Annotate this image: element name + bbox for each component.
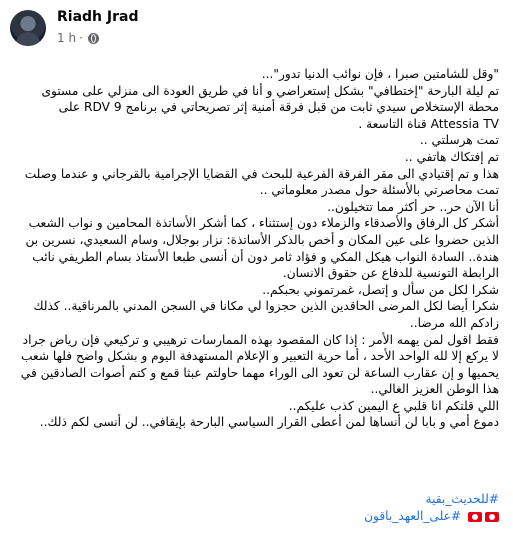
post-line: تم إفتكاك هاتفي .. [404,149,499,164]
post-line: أنا الآن حر.. حر أكثر مما تتخيلون.. [327,199,499,214]
post-line: شكرا أيضا لكل المرضى الحاقدين الذين حجزوا لي مكانا في السجن المدني بالمرناقية.. كذلك زادكم الله مرضا.. [33,299,499,330]
post-meta [57,31,99,45]
post-line: دموع أمي و بابا لن أنساها لمن أعطى القرار السياسي البارحة بإيقافي.. لن أنسى لكم ذلك.. [39,415,499,430]
globe-icon[interactable] [88,33,99,44]
post-line: اللي قلتكم انا قلبي ع اليمين كذب عليكم.. [288,398,499,413]
post-line: "وقل للشامتين صبرا ، فإن نوائب الدنيا تدور"... [261,67,499,81]
tunisia-flag-icon [485,512,499,522]
post-header [0,0,513,62]
post-line: أشكر كل الرفاق والأصدقاء والزملاء دون إستثناء ، كما أشكر الأساتذة المحامين و نواب الشعب الذين حضروا على عين المكان و أخص بالذكر الأساتذة: نزار بوجلال، وسام السعيدي، نسرين بن هندة.. السادة النواب هيكل المكي و فؤاد ثامر دون أن أنسى طبعا الأستاذ بسام الطريفي نائب الرابطة التونسية للدفاع عن حقوق الانسان. [25,216,499,281]
meta-separator: · [79,31,83,45]
tunisia-flag-icon [468,512,482,522]
post-body [14,66,499,431]
post-line: هذا و تم إقتيادي الى مقر الفرقة الفرعية للبحث في القضايا الإجرامية بالقرجاني و عندما وصلت تمت محاصرتي بالأسئلة حول مصدر معلوماتي .. [24,166,499,198]
hashtags [14,491,499,525]
post-time[interactable]: 1 h [57,31,77,45]
post-line: تمت هرسلتي .. [419,133,499,148]
author-name[interactable]: Riadh Jrad [57,9,139,25]
author-avatar[interactable] [10,10,46,46]
hashtag-link[interactable]: #للحديث_بقية [425,492,499,506]
hashtag-link[interactable]: #على_العهد_باقون [364,509,462,523]
post-line: شكرا لكل من سأل و إتصل، غمرتموني بحبكم.. [262,282,499,297]
post-line: تم ليلة البارحة "إختطافي" بشكل إستعراضي و أنا في طريق العودة الى منزلي على مستوى محطة الإستخلاص سيدي ثابت من قبل فرقة أمنية إثر تصريحاتي في برنامج RDV 9 على Attessia TV قناة التاسعة . [41,83,499,131]
post-line: فقط اقول لمن يهمه الأمر : إذا كان المقصود بهذه الممارسات ترهيبي و تركيعي فإن رياض جراد لا يركع إلا لله الواحد الأحد ، أما حرية التعبير و الإعلام المستهدفة اليوم و بشكل واضح فلها شعب يحميها و إن عقارب الساعة لن تعود الى الوراء مهما حاولتم عبثا قمع و كتم أصوات الصادقين في هذا الوطن العزيز الغالي.. [20,332,499,397]
